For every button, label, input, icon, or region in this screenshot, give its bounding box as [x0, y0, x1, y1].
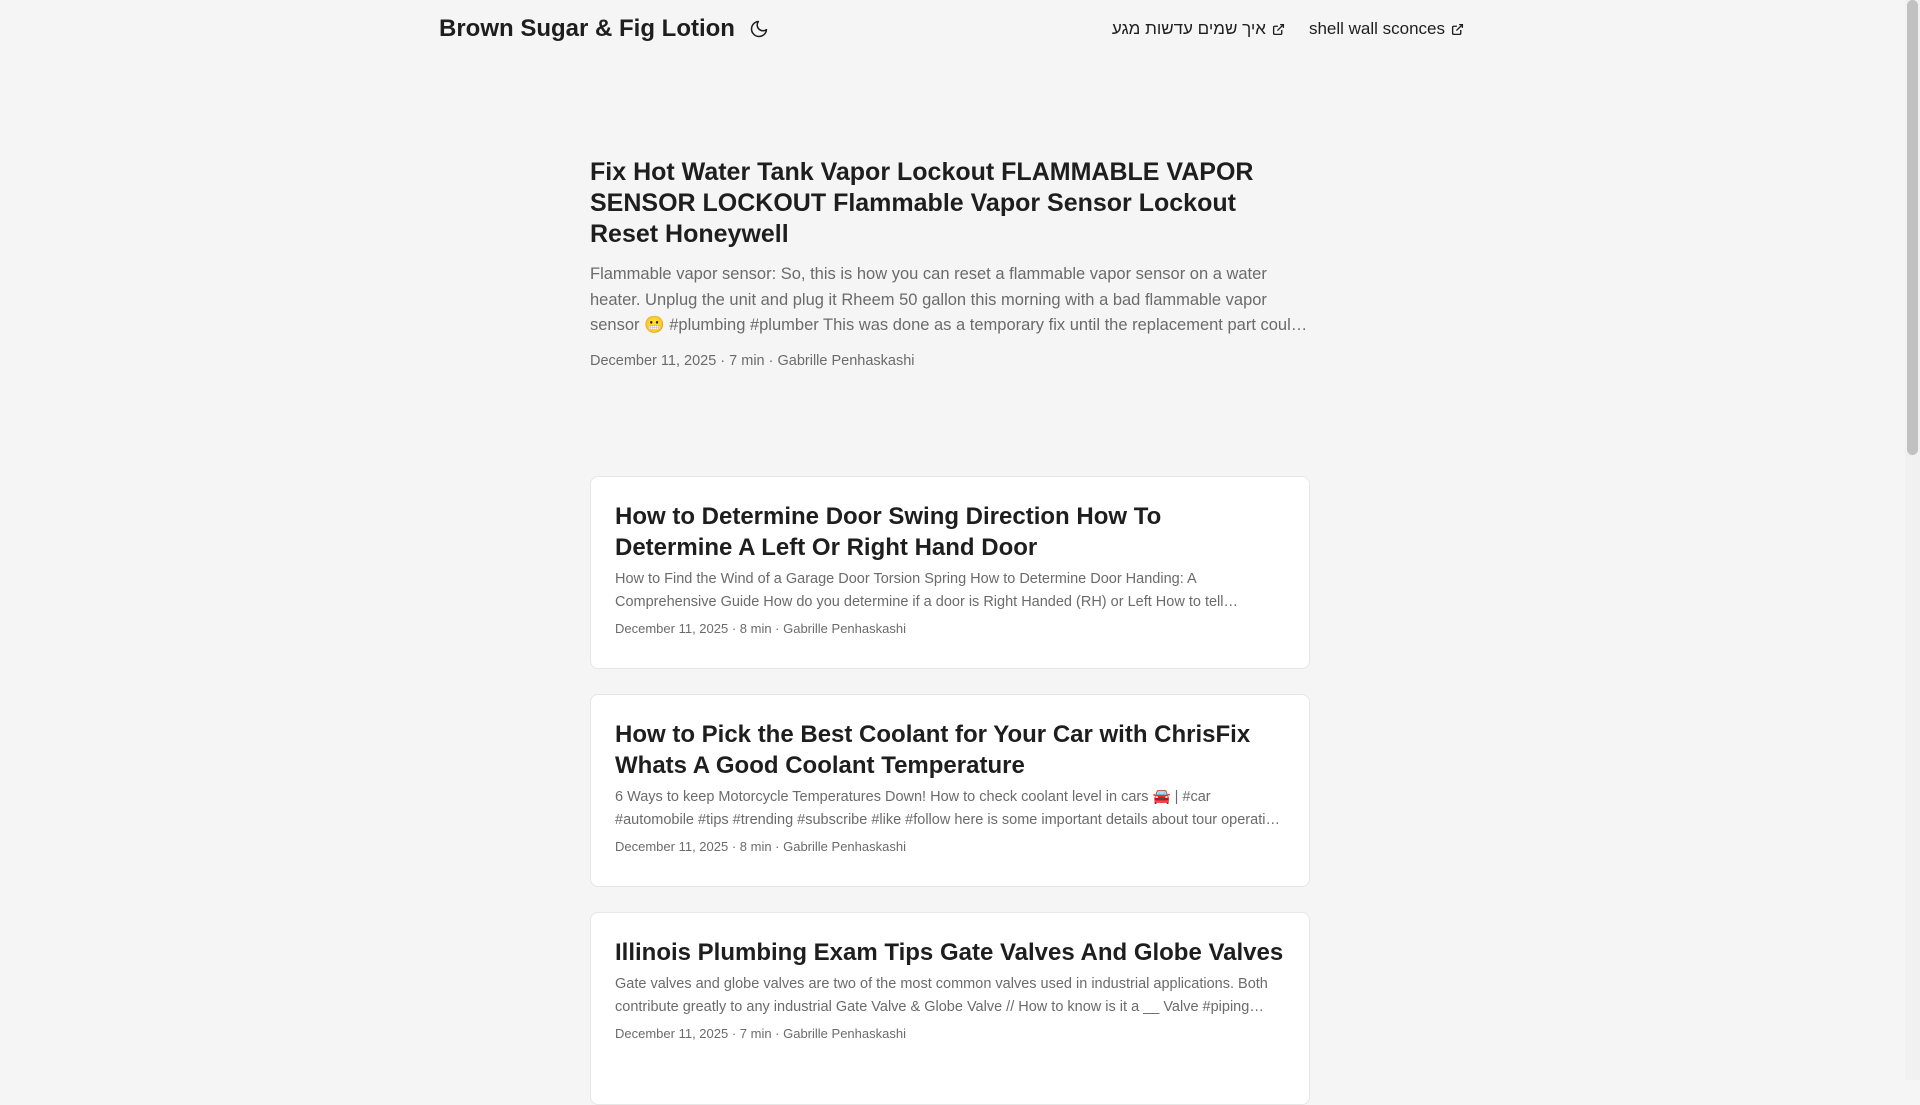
scrollbar[interactable] [1905, 0, 1920, 1080]
external-link-icon [1451, 23, 1464, 36]
featured-post-description: Flammable vapor sensor: So, this is how you can reset a flammable vapor sensor on a water heater. Unplug the unit and plug it Rheem 50 gallon this morning with a bad flammable vapor sensor 😬 #plumbing #plumber This was done as a temporary fix until the replacement part could [590, 265, 1300, 334]
post-card[interactable] [590, 476, 1310, 669]
post-title: How to Determine Door Swing Direction How To Determine A Left Or Right Hand Door [615, 503, 1162, 561]
nav-link-label: shell wall sconces [1308, 19, 1445, 38]
post-title: How to Pick the Best Coolant for Your Car with ChrisFix Whats A Good Coolant Temperature [615, 721, 1251, 779]
post-meta: December 11, 2025 · 8 min · Gabrille Penhaskashi [615, 621, 906, 636]
top-nav [1112, 17, 1464, 41]
featured-post-meta: December 11, 2025 · 7 min · Gabrille Penhaskashi [590, 352, 915, 369]
post-card[interactable] [590, 912, 1310, 1105]
nav-link-label: איך שמים עדשות מגע [1111, 19, 1266, 38]
post-meta: December 11, 2025 · 7 min · Gabrille Penhaskashi [615, 1026, 906, 1041]
site-header [0, 0, 1905, 73]
post-meta: December 11, 2025 · 8 min · Gabrille Penhaskashi [615, 839, 906, 854]
post-description: How to Find the Wind of a Garage Door Torsion Spring How to Determine Door Handing: A Comprehensive Guide How do you determine if a door is Right Handed (RH) or Left How to tell [615, 571, 1224, 610]
moon-icon[interactable] [749, 19, 769, 39]
nav-link-shell-wall-sconces[interactable] [1309, 17, 1464, 41]
site-title-link[interactable]: Brown Sugar & Fig Lotion [439, 15, 735, 42]
external-link-icon [1272, 23, 1285, 36]
scrollbar-thumb[interactable] [1907, 0, 1918, 455]
nav-link-contact-lenses[interactable] [1112, 17, 1285, 41]
post-card[interactable] [590, 694, 1310, 887]
featured-post-title: Fix Hot Water Tank Vapor Lockout FLAMMABLE VAPOR SENSOR LOCKOUT Flammable Vapor Sensor Lockout Reset Honeywell [590, 158, 1254, 248]
post-description: Gate valves and globe valves are two of the most common valves used in industrial applications. Both contribute greatly to any industrial Gate Valve & Globe Valve // How to know is it a __ Valve #piping [615, 976, 1268, 1015]
post-description: 6 Ways to keep Motorcycle Temperatures Down! How to check coolant level in cars 🚘 | #car #automobile #tips #trending #subscribe #like #follow here is some important details about tour operating [615, 789, 1282, 828]
featured-post[interactable] [590, 157, 1310, 371]
post-title: Illinois Plumbing Exam Tips Gate Valves And Globe Valves [615, 939, 1284, 966]
